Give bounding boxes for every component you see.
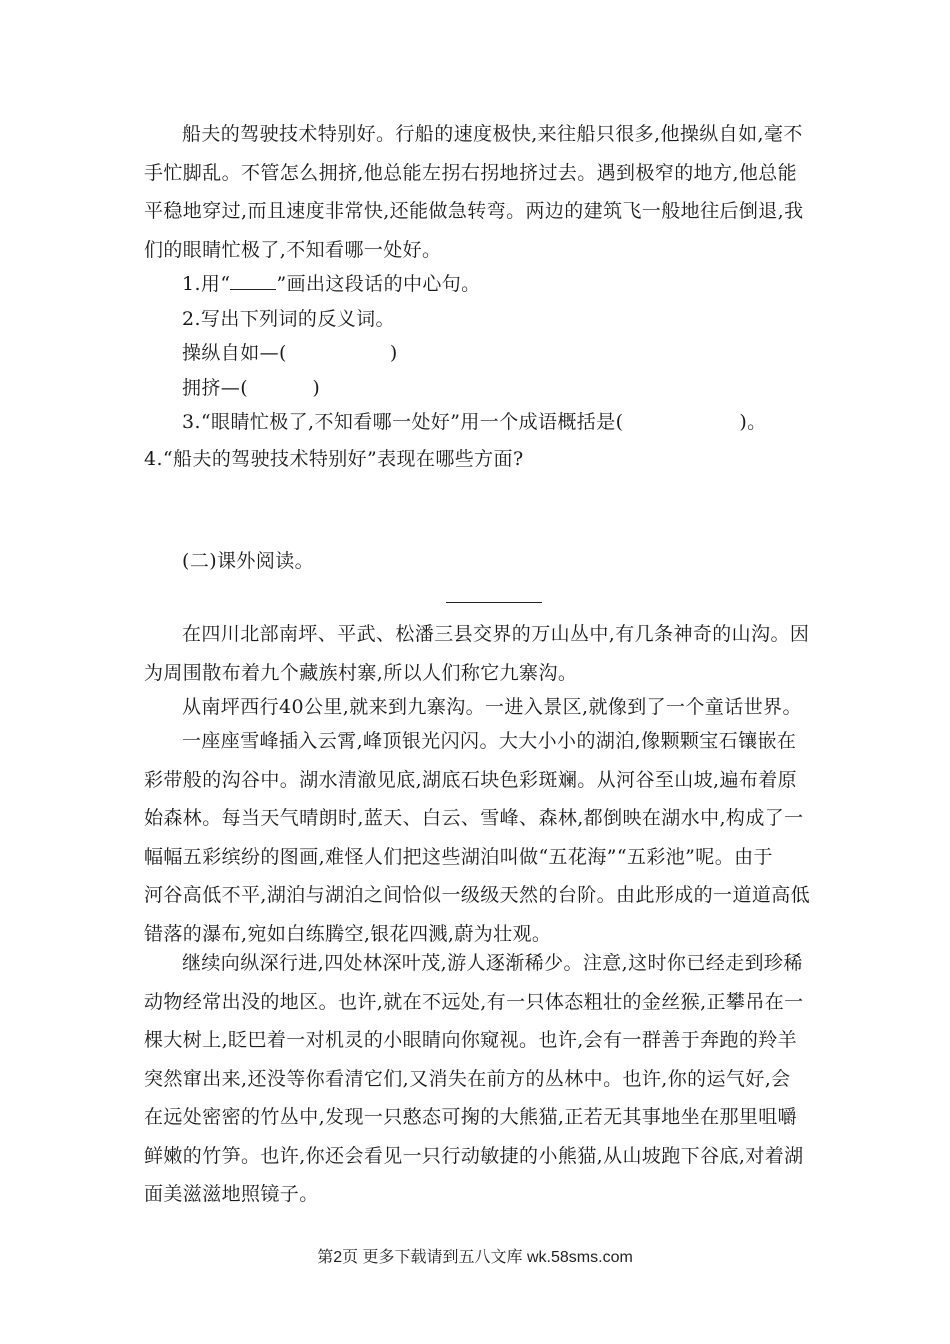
passage-2-line: 动物经常出没的地区。也许,就在不远处,有一只体态粗壮的金丝猴,正攀吊在一: [144, 990, 804, 1013]
passage-1-line: 平稳地穿过,而且速度非常快,还能做急转弯。两边的建筑飞一般地往后倒退,我: [144, 200, 804, 222]
passage-2-line: 棵大树上,眨巴着一对机灵的小眼睛向你窥视。也许,会有一群善于奔跑的羚羊: [144, 1029, 798, 1051]
question-3: 3.“眼睛忙极了,不知看哪一处好”用一个成语概括是( )。: [182, 411, 767, 433]
section-heading: (二)课外阅读。: [182, 550, 315, 572]
passage-2-line: 在四川北部南坪、平武、松潘三县交界的万山丛中,有几条神奇的山沟。因: [182, 623, 810, 645]
page-footer: 第2页 更多下载请到五八文库 wk.58sms.com: [317, 1249, 633, 1266]
passage-2-line: 河谷高低不平,湖泊与湖泊之间恰似一级级天然的台阶。由此形成的一道道高低: [144, 884, 811, 906]
question-1-suffix: ”画出这段话的中心句。: [276, 273, 481, 295]
passage-2-line: 始森林。每当天气晴朗时,蓝天、白云、雪峰、森林,都倒映在湖水中,构成了一: [144, 807, 804, 829]
passage-1: [144, 115, 806, 269]
passage-2-line: 继续向纵深行进,四处林深叶茂,游人逐渐稀少。注意,这时你已经走到珍稀: [182, 952, 803, 974]
passage-2-para-1: [144, 615, 810, 692]
passage-2-para-3: [144, 722, 811, 953]
question-2-item-a: 操纵自如—( ): [182, 342, 398, 364]
question-2: 2.写出下列词的反义词。: [182, 308, 395, 330]
passage-2-line: 面美滋滋地照镜子。: [144, 1183, 319, 1205]
question-2-item-b: 拥挤—( ): [182, 377, 321, 399]
question-4: 4.“船夫的驾驶技术特别好”表现在哪些方面?: [144, 448, 524, 470]
passage-2-line: 错落的瀑布,宛如白练腾空,银花四溅,蔚为壮观。: [144, 922, 552, 945]
passage-2-line: 为周围散布着九个藏族村寨,所以人们称它九寨沟。: [144, 661, 578, 684]
passage-2-para-4: [144, 944, 806, 1214]
question-1-prefix: 1.用“: [182, 273, 231, 295]
question-1: [182, 272, 481, 296]
passage-2-line: 幅幅五彩缤纷的图画,难怪人们把这些湖泊叫做“五花海”“五彩池”呢。由于: [144, 845, 773, 868]
passage-2-para-2: [144, 688, 806, 727]
passage-1-line: 船夫的驾驶技术特别好。行船的速度极快,来往船只很多,他操纵自如,毫不: [182, 123, 803, 145]
passage-2-line: 在远处密密的竹丛中,发现一只憨态可掬的大熊猫,正若无其事地坐在那里咀嚼: [144, 1106, 798, 1128]
passage-2-line: 彩带般的沟谷中。湖水清澈见底,湖底石块色彩斑斓。从河谷至山坡,遍布着原: [144, 768, 798, 791]
passage-1-line: 们的眼睛忙极了,不知看哪一处好。: [144, 238, 442, 261]
underline-sample: [230, 275, 276, 290]
passage-2-line: 鲜嫩的竹笋。也许,你还会看见一只行动敏捷的小熊猫,从山坡跑下谷底,对着湖: [144, 1144, 804, 1167]
title-blank-line: [446, 602, 542, 603]
passage-2-line: 突然窜出来,还没等你看清它们,又消失在前方的丛林中。也许,你的运气好,会: [144, 1067, 791, 1090]
passage-1-line: 手忙脚乱。不管怎么拥挤,他总能左拐右拐地挤过去。遇到极窄的地方,他总能: [144, 161, 798, 184]
passage-2-line: 一座座雪峰插入云霄,峰顶银光闪闪。大大小小的湖泊,像颗颗宝石镶嵌在: [182, 730, 797, 752]
passage-2-line: 从南坪西行40公里,就来到九寨沟。一进入景区,就像到了一个童话世界。: [182, 696, 802, 718]
